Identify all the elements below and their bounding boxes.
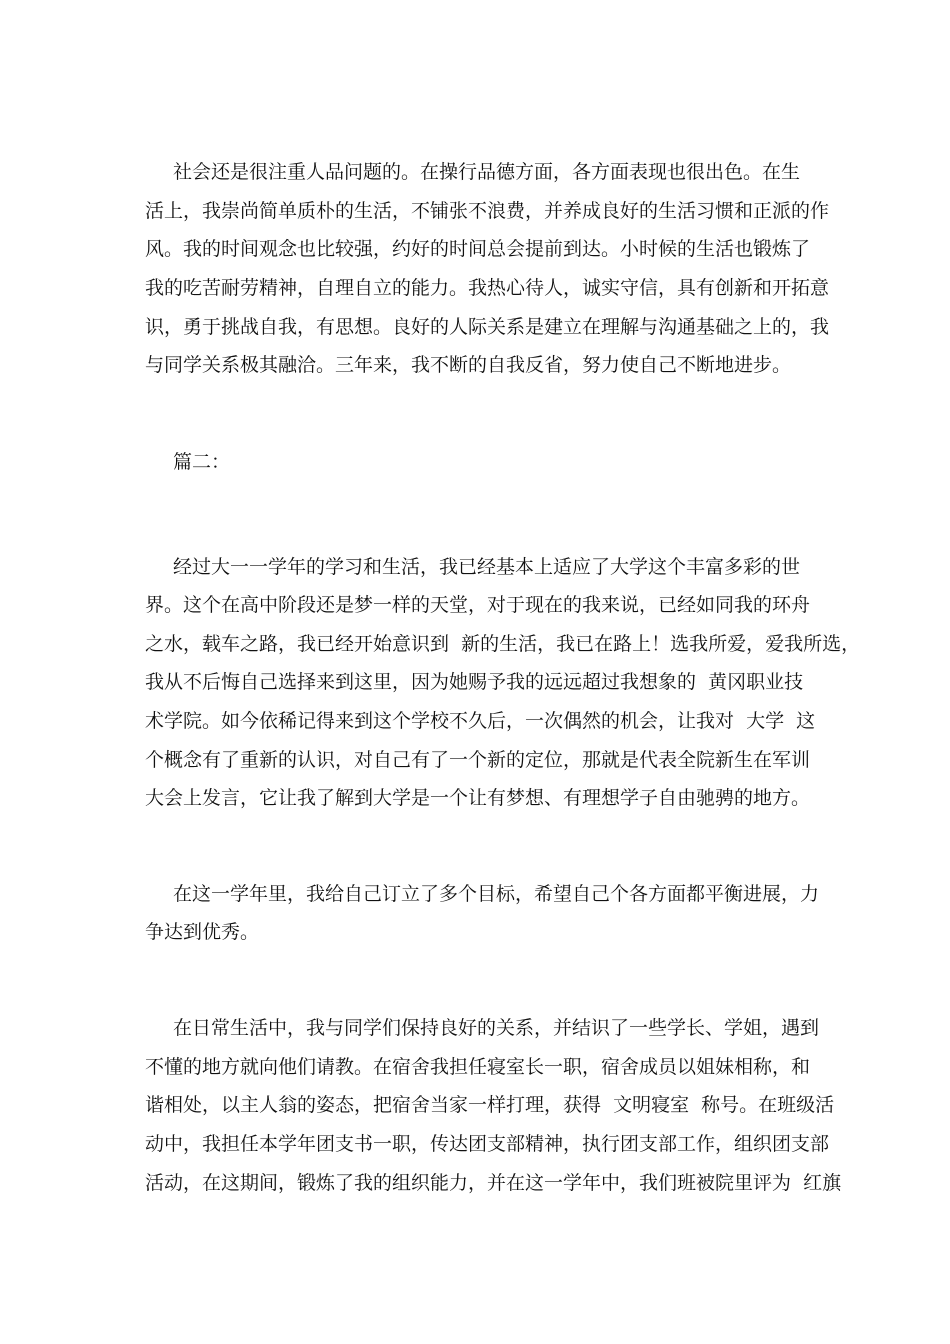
para2-line-6: 个概念有了重新的认识，对自己有了一个新的定位，那就是代表全院新生在军训 <box>145 749 811 771</box>
para1-line-2: 活上，我崇尚简单质朴的生活，不铺张不浪费，并养成良好的生活习惯和正派的作 <box>145 200 830 222</box>
para2-line-4: 我从不后悔自己选择来到这里，因为她赐予我的远远超过我想象的 黄冈职业技 <box>145 671 804 693</box>
para2-line-1: 经过大一一学年的学习和生活，我已经基本上适应了大学这个丰富多彩的世 <box>173 556 801 578</box>
para4-line-5: 活动，在这期间，锻炼了我的组织能力，并在这一学年中，我们班被院里评为 红旗 <box>145 1172 842 1194</box>
section-heading: 篇二： <box>173 451 231 473</box>
para3-line-1: 在这一学年里，我给自己订立了多个目标，希望自己个各方面都平衡进展，力 <box>173 883 820 905</box>
para1-line-3: 风。我的时间观念也比较强，约好的时间总会提前到达。小时候的生活也锻炼了 <box>145 238 811 260</box>
para3-line-2: 争达到优秀。 <box>145 921 260 943</box>
para4-line-3: 谐相处，以主人翁的姿态，把宿舍当家一样打理，获得 文明寝室 称号。在班级活 <box>145 1094 835 1116</box>
para1-line-6: 与同学关系极其融洽。三年来，我不断的自我反省，努力使自己不断地进步。 <box>145 354 792 376</box>
para2-line-2: 界。这个在高中阶段还是梦一样的天堂，对于现在的我来说，已经如同我的环舟 <box>145 594 811 616</box>
para4-line-1: 在日常生活中，我与同学们保持良好的关系，并结识了一些学长、学姐，遇到 <box>173 1017 820 1039</box>
para4-line-2: 不懂的地方就向他们请教。在宿舍我担任寝室长一职，宿舍成员以姐妹相称，和 <box>145 1056 811 1078</box>
para2-line-7: 大会上发言，它让我了解到大学是一个让有梦想、有理想学子自由驰骋的地方。 <box>145 787 811 809</box>
para1-line-1: 社会还是很注重人品问题的。在操行品德方面，各方面表现也很出色。在生 <box>173 161 801 183</box>
para1-line-4: 我的吃苦耐劳精神，自理自立的能力。我热心待人，诚实守信，具有创新和开拓意 <box>145 277 830 299</box>
para4-line-4: 动中，我担任本学年团支书一职，传达团支部精神，执行团支部工作，组织团支部 <box>145 1133 830 1155</box>
para1-line-5: 识，勇于挑战自我，有思想。良好的人际关系是建立在理解与沟通基础之上的，我 <box>145 316 830 338</box>
para2-line-5: 术学院。如今依稀记得来到这个学校不久后，一次偶然的机会，让我对 大学 这 <box>145 710 816 732</box>
para2-line-3: 之水，载车之路，我已经开始意识到 新的生活，我已在路上！选我所爱，爱我所选， <box>145 633 861 655</box>
